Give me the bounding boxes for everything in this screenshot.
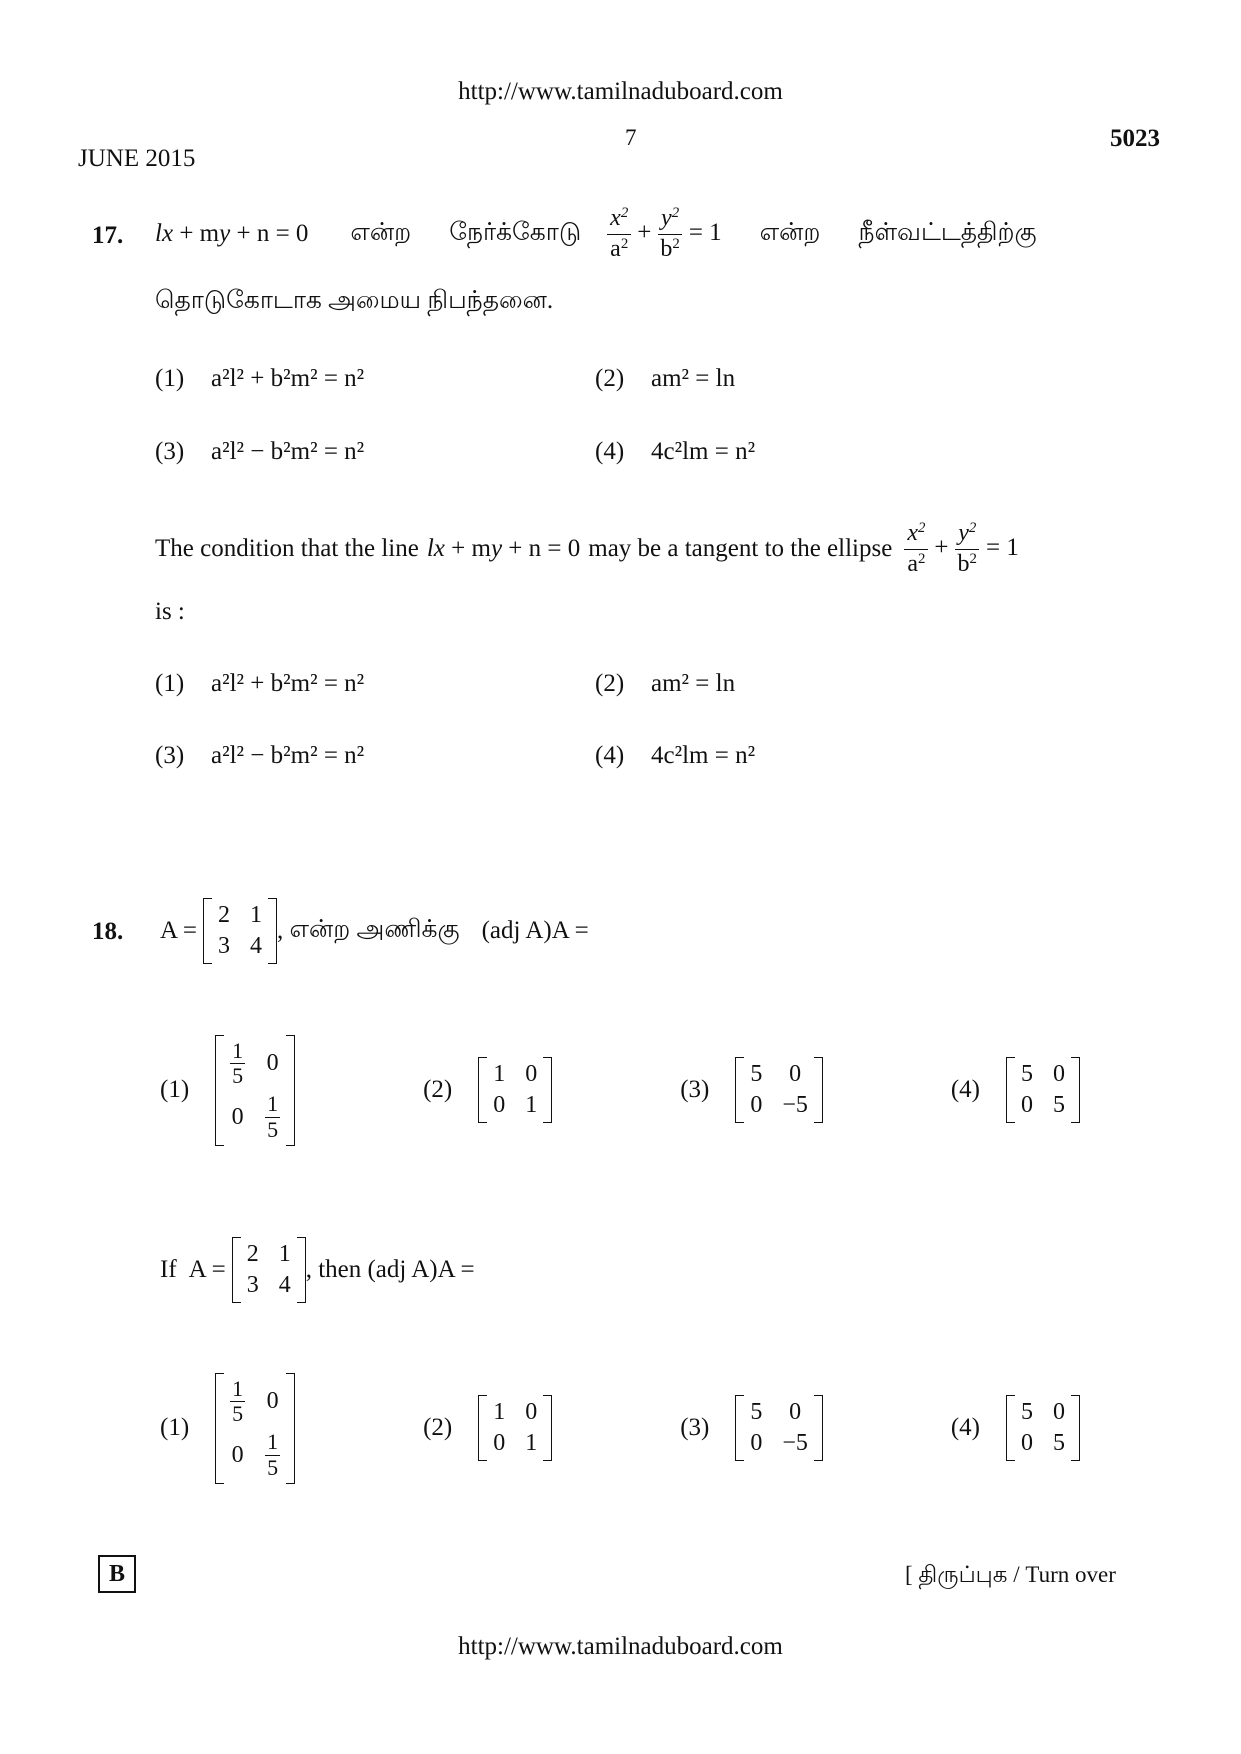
q18-en-option-4: (4) 5 0 0 5	[951, 1395, 1080, 1461]
q17-tamil-line1	[155, 205, 1037, 263]
q17-tamil-line2: தொடுகோடாக அமைய நிபந்தனை.	[155, 287, 554, 314]
q17-en-option-1: (1) a²l² + b²m² = n²	[155, 670, 365, 697]
q18-option-1: (1) 1 5 0 0 1 5	[160, 1035, 295, 1146]
q17-line-equation: lx + my + n = 0	[155, 220, 309, 248]
q17-ellipse-equation-en: $\frac{x^2}{a^2}$ + $\frac{y^2}{b^2}$ = 1	[898, 520, 1019, 578]
q17-tamil-word: நீள்வட்டத்திற்கு	[858, 218, 1037, 246]
q18-option-2: (2) 1 0 0 1	[423, 1057, 552, 1123]
q17-line-equation-en: lx + my + n = 0	[426, 535, 581, 563]
exam-session: JUNE 2015	[78, 145, 196, 172]
q18-tamil-line: A = 2 1 3 4 , என்ற அணிக்கு (adj A)A =	[160, 898, 589, 964]
q17-english-line1: The condition that the line lx + my + n = 0 may be a tangent to the ellipse $\frac{x^2}{a^2}$ + $\frac{y^2}{b^2}$ = 1	[155, 519, 1019, 577]
q17-option-1: (1) a²l² + b²m² = n²	[155, 365, 365, 392]
q18-number: 18.	[92, 918, 124, 945]
header-url: http://www.tamilnaduboard.com	[458, 78, 783, 105]
q18-english-options	[160, 1373, 1080, 1484]
q17-tamil-word: என்ற	[350, 218, 412, 246]
q18-en-option-3: (3) 5 0 0 −5	[680, 1395, 823, 1461]
q18-en-option-1: (1) 1 5 0 0 1 5	[160, 1373, 295, 1484]
q18-option-4: (4) 5 0 0 5	[951, 1057, 1080, 1123]
footer-url: http://www.tamilnaduboard.com	[458, 1633, 783, 1660]
booklet-box: B	[98, 1555, 136, 1593]
q18-tamil-options	[160, 1035, 1080, 1146]
page-number: 7	[625, 125, 637, 150]
q18-option-3: (3) 5 0 0 −5	[680, 1057, 823, 1123]
q17-en-option-2: (2) am² = ln	[595, 670, 736, 697]
q17-tamil-word: என்ற	[759, 218, 821, 246]
q18-tamil-text: என்ற அணிக்கு	[289, 915, 460, 943]
q17-option-2: (2) am² = ln	[595, 365, 736, 392]
q17-option-3: (3) a²l² − b²m² = n²	[155, 438, 365, 465]
q17-en-option-4: (4) 4c²lm = n²	[595, 742, 756, 769]
q17-option-4: (4) 4c²lm = n²	[595, 438, 756, 465]
q18-en-option-2: (2) 1 0 0 1	[423, 1395, 552, 1461]
q18-tamil-expr: (adj A)A =	[481, 917, 589, 944]
q17-english-tail: is :	[155, 598, 185, 625]
q17-ellipse-equation: $\frac{x^2}{a^2}$ + $\frac{y^2}{b^2}$ = 1	[601, 205, 722, 263]
q17-tamil-word: நேர்க்கோடு	[449, 218, 582, 246]
matrix-a: 2 1 3 4	[203, 898, 277, 964]
q17-number: 17.	[92, 222, 124, 249]
q18-english-line: If A = 2 1 3 4 , then (adj A)A =	[160, 1237, 475, 1303]
turn-over: [ திருப்புக / Turn over	[905, 1562, 1116, 1587]
q17-en-option-3: (3) a²l² − b²m² = n²	[155, 742, 365, 769]
matrix-a-en: 2 1 3 4	[232, 1237, 306, 1303]
paper-code: 5023	[1110, 125, 1160, 152]
